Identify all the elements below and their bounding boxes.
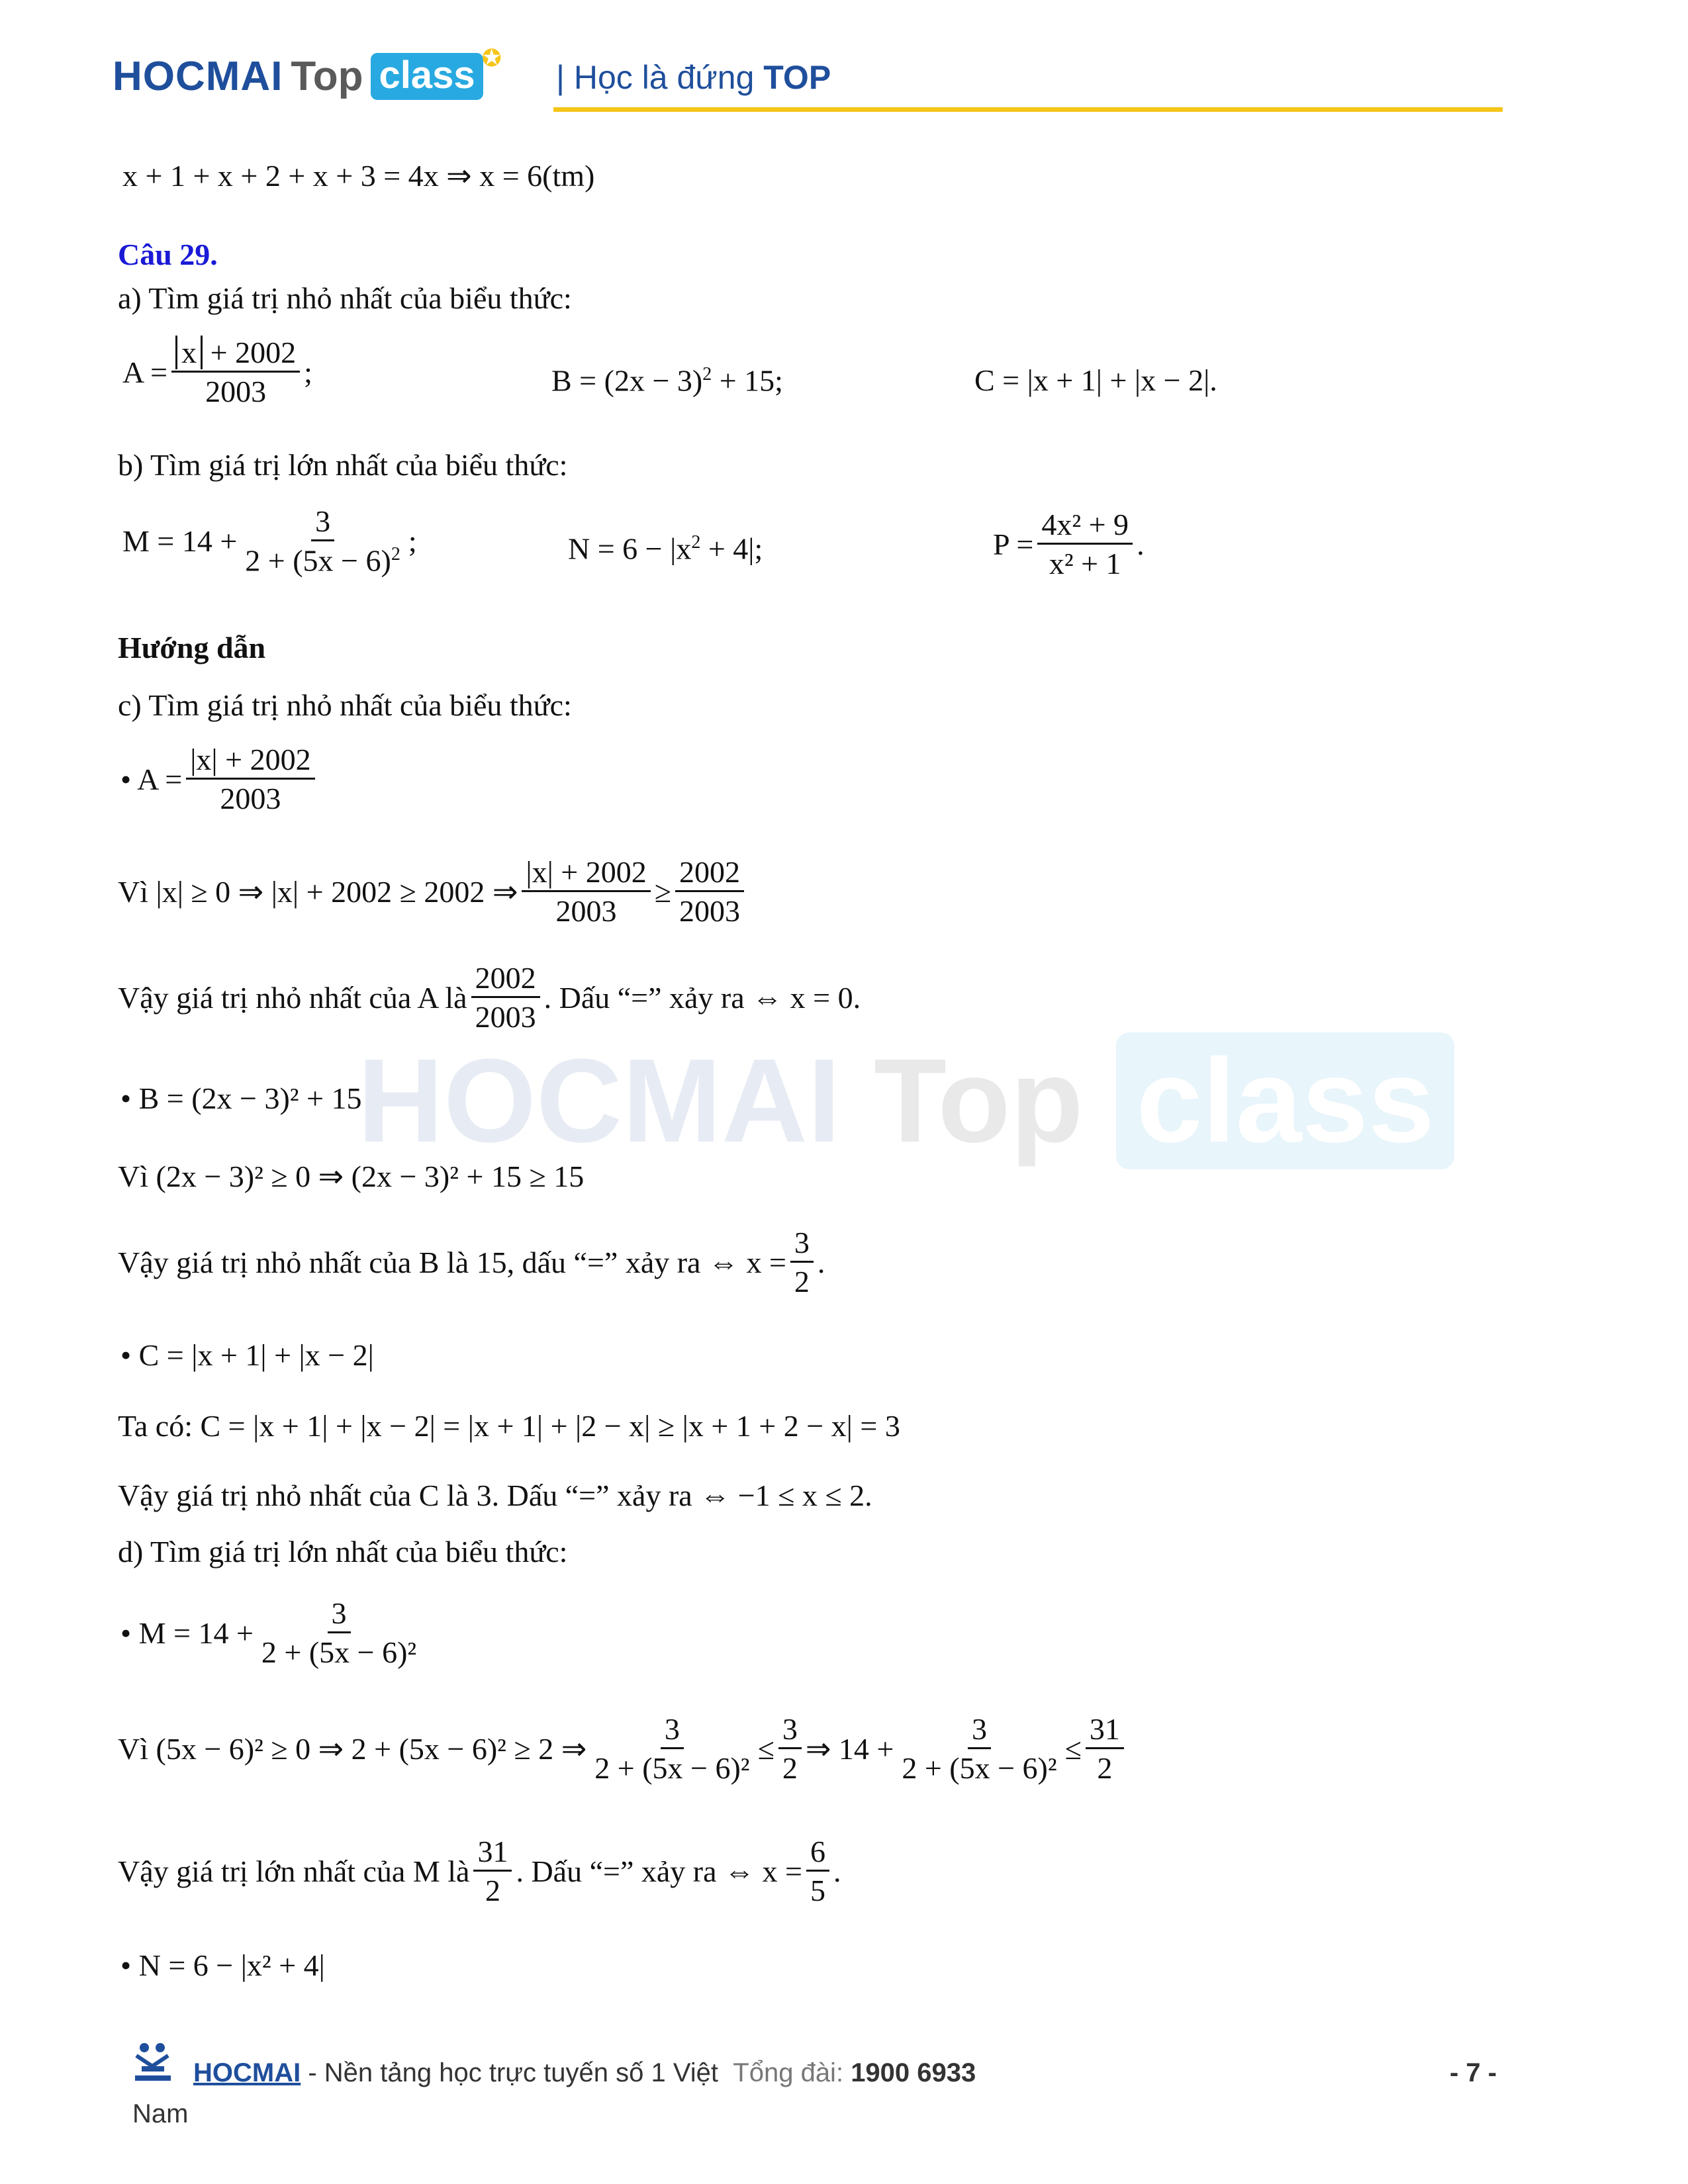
footer-text: HOCMAI - Nền tảng học trực tuyến số 1 Việt Tổng đài: 1900 6933 <box>193 2058 976 2087</box>
expr-A-fraction: $\frac{x + 2002}{2003}$ <box>171 338 300 407</box>
guide-M-fraction: $\frac{3}{\text{2 + (5x − 6)²}}$ <box>261 1596 417 1669</box>
expr-P-fraction: $\frac{\text{4x² + 9}}{\text{x² + 1}}$ <box>1037 510 1133 579</box>
header-divider <box>553 107 1503 112</box>
guide-part-d: d) Tìm giá trị lớn nhất của biểu thức: <box>118 1535 568 1569</box>
watermark <box>357 1032 1454 1169</box>
logo-top: Top <box>291 54 363 99</box>
guide-vay-M-fraction-1: $\frac{31}{2}$ <box>473 1837 512 1906</box>
guide-vi-2: Vì (2x − 3)² ≥ 0 ⇒ (2x − 3)² + 15 ≥ 15 <box>118 1160 585 1193</box>
guide-vay-A-fraction: $\frac{2002}{2003}$ <box>471 963 540 1032</box>
question-part-a: a) Tìm giá trị nhỏ nhất của biểu thức: <box>118 281 572 315</box>
guide-vay-A: Vậy giá trị nhỏ nhất của A là $\frac{2002}{2003}$ . Dấu “=” xảy ra ⇔ x = 0. <box>118 961 861 1034</box>
guide-vi-3-fraction-1: $\frac{3}{\text{2 + (5x − 6)²}}$ <box>594 1712 750 1785</box>
expr-M: M = 14 + $\frac{3}{2 + (5x - 6)^2}$ ; <box>122 504 417 578</box>
footer-second-line: Nam <box>132 2099 189 2128</box>
guide-C: • C = |x + 1| + |x − 2| <box>120 1338 374 1372</box>
logo-class: class <box>371 53 483 100</box>
guide-A: • A = $\frac{|x| + 2002}{2003}$ <box>120 745 319 814</box>
footer-page-number: - 7 - <box>1450 2058 1497 2087</box>
footer-brand-link[interactable]: HOCMAI <box>193 2058 301 2087</box>
footer-hotline: 1900 6933 <box>851 2058 976 2087</box>
expr-C: C = |x + 1| + |x − 2|. <box>974 363 1217 397</box>
guide-part-c: c) Tìm giá trị nhỏ nhất của biểu thức: <box>118 688 572 722</box>
watermark-hocmai: HOCMAI <box>357 1034 841 1167</box>
expr-P: P = $\frac{\text{4x² + 9}}{\text{x² + 1}}$ . <box>993 508 1145 580</box>
guide-vay-B-fraction: $\frac{3}{2}$ <box>790 1228 814 1297</box>
footer-hotline-label: Tổng đài: <box>733 2058 844 2087</box>
question-part-b: b) Tìm giá trị lớn nhất của biểu thức: <box>118 448 568 482</box>
guide-vi-3-fraction-4: $\frac{31}{2}$ <box>1086 1714 1124 1784</box>
previous-solution-line: x + 1 + x + 2 + x + 3 = 4x ⇒ x = 6(tm) <box>122 159 595 193</box>
guide-M: • M = 14 + $\frac{3}{\text{2 + (5x − 6)²}}$ <box>120 1598 424 1668</box>
guide-title: Hướng dẫn <box>118 631 266 664</box>
guide-A-fraction: $\frac{|x| + 2002}{2003}$ <box>186 745 314 814</box>
header-slogan <box>556 58 831 97</box>
guide-vay-B: Vậy giá trị nhỏ nhất của B là 15, dấu “=” xảy ra ⇔ x = $\frac{3}{2}$ . <box>118 1226 825 1298</box>
guide-vi-3-fraction-3: $\frac{3}{\text{2 + (5x − 6)²}}$ <box>902 1712 1057 1785</box>
guide-vi-1-fraction-1: $\frac{|x| + 2002}{2003}$ <box>522 857 650 927</box>
slogan-prefix: | Học là đứng <box>556 59 755 96</box>
guide-vi-3-fraction-2: $\frac{3}{2}$ <box>778 1714 802 1784</box>
expr-B: $B = (2x - 3)^2 + 15$; <box>551 363 783 398</box>
slogan-bold: TOP <box>763 59 831 96</box>
expr-M-fraction: $\frac{3}{2 + (5x - 6)^2}$ <box>245 504 400 578</box>
expr-A: A = $\frac{x + 2002}{2003}$ ; <box>122 336 312 408</box>
guide-vi-1-fraction-2: $\frac{2002}{2003}$ <box>675 857 744 927</box>
question-title: Câu 29. <box>118 238 218 271</box>
guide-vi-1: Vì |x| ≥ 0 ⇒ |x| + 2002 ≥ 2002 ⇒ $\frac{|x| + 2002}{2003}$ ≥ $\frac{2002}{2003}$ <box>118 857 748 927</box>
guide-vay-M-fraction-2: $\frac{6}{5}$ <box>806 1837 829 1906</box>
guide-B: • B = (2x − 3)² + 15 <box>120 1081 362 1115</box>
header-logo <box>113 44 511 100</box>
guide-taco: Ta có: C = |x + 1| + |x − 2| = |x + 1| + |2 − x| ≥ |x + 1 + 2 − x| = 3 <box>118 1409 900 1443</box>
guide-vay-C: Vậy giá trị nhỏ nhất của C là 3. Dấu “=” xảy ra ⇔ −1 ≤ x ≤ 2. <box>118 1479 872 1512</box>
logo-hocmai: HOCMAI <box>113 54 283 99</box>
watermark-class: class <box>1116 1032 1454 1169</box>
guide-vay-M: Vậy giá trị lớn nhất của M là $\frac{31}{2}$ . Dấu “=” xảy ra ⇔ x = $\frac{6}{5}$ . <box>118 1835 841 1907</box>
expr-N: $N = 6 - |x^2 + 4|$; <box>568 531 763 566</box>
logo-star-icon: ✪ <box>481 44 502 71</box>
footer-logo-icon <box>130 2040 176 2086</box>
guide-vi-3: Vì (5x − 6)² ≥ 0 ⇒ 2 + (5x − 6)² ≥ 2 ⇒ $\frac{3}{\text{2 + (5x − 6)²}}$ ≤ $\frac{3}{2}$ ⇒ 14 + $\frac{3}{\text{2 + (5x − 6)²}}$ ≤ $\frac{31}{2}$ <box>118 1714 1128 1784</box>
guide-N: • N = 6 − |x² + 4| <box>120 1948 325 1982</box>
watermark-top: Top <box>873 1034 1084 1167</box>
